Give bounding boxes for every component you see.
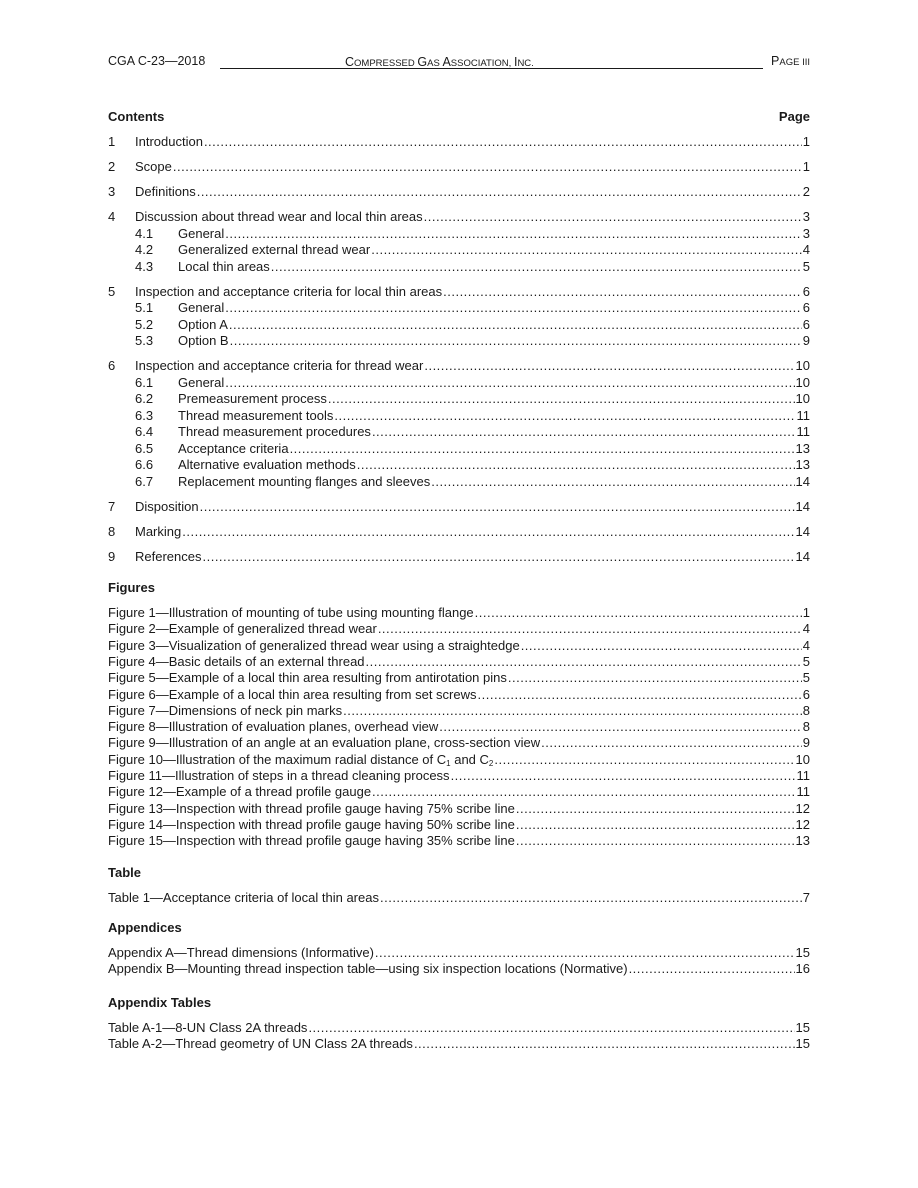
entry-number: 5.1 bbox=[135, 300, 154, 315]
dot-leader bbox=[371, 242, 802, 258]
toc-appendix-1[interactable] bbox=[108, 945, 810, 961]
entry-title: General bbox=[178, 225, 225, 241]
dot-leader bbox=[629, 961, 795, 977]
entry-title: Option A bbox=[178, 316, 228, 332]
toc-figure-3[interactable] bbox=[108, 638, 810, 654]
header-rule bbox=[220, 68, 763, 69]
toc-subsection-5-1[interactable] bbox=[108, 300, 810, 316]
toc-figure-1[interactable] bbox=[108, 605, 810, 621]
toc-appendix-2[interactable] bbox=[108, 961, 810, 977]
toc-subsection-6-5[interactable] bbox=[108, 441, 810, 457]
header-page-number: PAGE III bbox=[771, 54, 810, 68]
entry-page-number: 6 bbox=[802, 300, 810, 315]
toc-subsection-4-2[interactable] bbox=[108, 242, 810, 258]
dot-leader bbox=[290, 441, 795, 457]
entry-page-number: 8 bbox=[802, 719, 810, 735]
entry-title: Thread measurement tools bbox=[178, 407, 334, 423]
entry-title: Figure 9—Illustration of an angle at an evaluation plane, cross-section view bbox=[108, 735, 541, 751]
dot-leader bbox=[372, 784, 795, 800]
entry-title: Disposition bbox=[135, 498, 199, 514]
dot-leader bbox=[372, 424, 796, 440]
entry-title: Replacement mounting flanges and sleeves bbox=[178, 473, 431, 489]
dot-leader bbox=[378, 621, 802, 637]
entry-number: 6.5 bbox=[135, 440, 154, 456]
entry-number: 9 bbox=[108, 548, 116, 564]
entry-page-number: 14 bbox=[795, 498, 810, 514]
toc-section-3[interactable] bbox=[108, 184, 810, 200]
entry-page-number: 11 bbox=[796, 424, 810, 439]
entry-number: 2 bbox=[108, 159, 116, 174]
entry-title: Generalized external thread wear bbox=[178, 242, 371, 257]
dot-leader bbox=[431, 474, 794, 490]
toc-subsection-4-1[interactable] bbox=[108, 226, 810, 242]
entry-page-number: 6 bbox=[802, 686, 810, 702]
dot-leader bbox=[451, 768, 796, 784]
dot-leader bbox=[197, 184, 802, 200]
toc-subsection-6-3[interactable] bbox=[108, 408, 810, 424]
entry-page-number: 7 bbox=[802, 890, 810, 905]
entry-title: Introduction bbox=[135, 134, 203, 149]
dot-leader bbox=[375, 945, 795, 961]
dot-leader bbox=[475, 605, 802, 621]
entry-title: Figure 5—Example of a local thin area resulting from antirotation pins bbox=[108, 670, 507, 686]
entry-title: Local thin areas bbox=[178, 258, 270, 274]
entry-title: Figure 8—Illustration of evaluation planes, overhead view bbox=[108, 719, 439, 735]
toc-section-6[interactable] bbox=[108, 358, 810, 374]
toc-figure-10[interactable] bbox=[108, 752, 810, 768]
entry-number: 6.1 bbox=[135, 374, 154, 390]
entry-page-number: 1 bbox=[802, 134, 810, 149]
entry-page-number: 15 bbox=[795, 945, 810, 960]
entry-page-number: 5 bbox=[802, 258, 810, 274]
entry-number: 6.3 bbox=[135, 407, 154, 423]
entry-page-number: 1 bbox=[802, 159, 810, 174]
entry-title: Inspection and acceptance criteria for thread wear bbox=[135, 358, 424, 373]
page-header bbox=[108, 52, 810, 72]
dot-leader bbox=[230, 333, 802, 349]
toc-subsection-5-2[interactable] bbox=[108, 317, 810, 333]
appendices-heading: Appendices bbox=[108, 920, 182, 935]
entry-page-number: 10 bbox=[795, 751, 810, 767]
dot-leader bbox=[478, 687, 802, 703]
entry-number: 1 bbox=[108, 134, 116, 149]
entry-title: Figure 1—Illustration of mounting of tube using mounting flange bbox=[108, 605, 474, 620]
entry-page-number: 4 bbox=[802, 242, 810, 257]
entry-page-number: 15 bbox=[795, 1020, 810, 1035]
dot-leader bbox=[541, 735, 802, 751]
entry-page-number: 14 bbox=[795, 473, 810, 489]
entry-title: Scope bbox=[135, 159, 172, 174]
page-column-heading: Page bbox=[778, 109, 810, 124]
toc-subsection-6-4[interactable] bbox=[108, 424, 810, 440]
entry-page-number: 12 bbox=[795, 816, 810, 832]
dot-leader bbox=[334, 408, 795, 424]
toc-subsection-5-3[interactable] bbox=[108, 333, 810, 349]
entry-page-number: 6 bbox=[802, 316, 810, 332]
dot-leader bbox=[508, 670, 802, 686]
table-heading: Table bbox=[108, 865, 141, 880]
entry-page-number: 10 bbox=[795, 358, 810, 373]
dot-leader bbox=[380, 890, 802, 906]
dot-leader bbox=[516, 833, 795, 849]
entry-page-number: 13 bbox=[795, 833, 810, 849]
entry-page-number: 14 bbox=[795, 523, 810, 539]
entry-title: Definitions bbox=[135, 184, 196, 199]
entry-page-number: 3 bbox=[802, 225, 810, 241]
dot-leader bbox=[229, 317, 802, 333]
entry-page-number: 8 bbox=[802, 702, 810, 718]
entry-title: Table A-2—Thread geometry of UN Class 2A threads bbox=[108, 1036, 413, 1052]
entry-title: Figure 10—Illustration of the maximum radial distance of $C_1$ and $C_2$ bbox=[108, 751, 494, 768]
toc-section-7[interactable] bbox=[108, 499, 810, 515]
toc-figure-8[interactable] bbox=[108, 719, 810, 735]
entry-title: References bbox=[135, 548, 202, 564]
entry-title: Figure 13—Inspection with thread profile gauge having 75% scribe line bbox=[108, 800, 515, 816]
entry-title: Appendix B—Mounting thread inspection table—using six inspection locations (Normative) bbox=[108, 961, 628, 977]
toc-figure-5[interactable] bbox=[108, 670, 810, 686]
dot-leader bbox=[366, 654, 802, 670]
entry-page-number: 11 bbox=[796, 768, 810, 783]
entry-title: Premeasurement process bbox=[178, 391, 327, 406]
toc-section-5[interactable] bbox=[108, 284, 810, 300]
dot-leader bbox=[343, 703, 802, 719]
toc-section-1[interactable] bbox=[108, 134, 810, 150]
entry-title: Discussion about thread wear and local thin areas bbox=[135, 209, 423, 224]
entry-number: 5 bbox=[108, 283, 116, 299]
dot-leader bbox=[225, 300, 802, 316]
entry-number: 3 bbox=[108, 184, 116, 199]
dot-leader bbox=[308, 1020, 794, 1036]
toc-section-2[interactable] bbox=[108, 159, 810, 175]
dot-leader bbox=[271, 259, 802, 275]
entry-number: 4.2 bbox=[135, 242, 154, 257]
entry-title: Inspection and acceptance criteria for local thin areas bbox=[135, 283, 443, 299]
dot-leader bbox=[516, 817, 795, 833]
toc-subsection-6-7[interactable] bbox=[108, 474, 810, 490]
entry-title: Acceptance criteria bbox=[178, 440, 289, 456]
entry-title: Option B bbox=[178, 333, 229, 348]
toc-subsection-6-6[interactable] bbox=[108, 457, 810, 473]
entry-title: Figure 6—Example of a local thin area resulting from set screws bbox=[108, 686, 477, 702]
entry-page-number: 14 bbox=[795, 548, 810, 564]
dot-leader bbox=[328, 391, 795, 407]
entry-number: 6.2 bbox=[135, 391, 154, 406]
entry-page-number: 5 bbox=[802, 653, 810, 669]
entry-page-number: 11 bbox=[796, 784, 810, 800]
dot-leader bbox=[521, 638, 802, 654]
toc-subsection-6-2[interactable] bbox=[108, 391, 810, 407]
dot-leader bbox=[439, 719, 802, 735]
toc-figure-7[interactable] bbox=[108, 703, 810, 719]
dot-leader bbox=[202, 549, 794, 565]
entry-title: Figure 7—Dimensions of neck pin marks bbox=[108, 702, 343, 718]
entry-number: 5.3 bbox=[135, 333, 154, 348]
dot-leader bbox=[443, 284, 802, 300]
entry-title: Figure 4—Basic details of an external thread bbox=[108, 653, 365, 669]
entry-title: Figure 14—Inspection with thread profile gauge having 50% scribe line bbox=[108, 816, 515, 832]
entry-page-number: 9 bbox=[802, 333, 810, 348]
entry-number: 6.4 bbox=[135, 424, 154, 439]
entry-title: Figure 3—Visualization of generalized thread wear using a straightedge bbox=[108, 637, 520, 653]
entry-page-number: 13 bbox=[795, 440, 810, 456]
entry-title: Figure 2—Example of generalized thread wear bbox=[108, 621, 377, 637]
toc-figure-12[interactable] bbox=[108, 784, 810, 800]
entry-page-number: 3 bbox=[802, 209, 810, 224]
entry-page-number: 13 bbox=[795, 457, 810, 472]
entry-title: Table A-1—8-UN Class 2A threads bbox=[108, 1020, 308, 1035]
toc-figure-14[interactable] bbox=[108, 817, 810, 833]
toc-appendix-table-2[interactable] bbox=[108, 1036, 810, 1052]
toc-figure-15[interactable] bbox=[108, 833, 810, 849]
entry-page-number: 12 bbox=[795, 800, 810, 816]
dot-leader bbox=[225, 226, 802, 242]
entry-page-number: 11 bbox=[796, 407, 810, 423]
entry-page-number: 5 bbox=[802, 670, 810, 686]
entry-page-number: 2 bbox=[802, 184, 810, 199]
entry-page-number: 4 bbox=[802, 637, 810, 653]
dot-leader bbox=[424, 358, 794, 374]
dot-leader bbox=[494, 752, 794, 768]
contents-heading: Contents bbox=[108, 109, 165, 124]
toc-section-4[interactable] bbox=[108, 209, 810, 225]
entry-page-number: 4 bbox=[802, 621, 810, 637]
appendix-tables-heading: Appendix Tables bbox=[108, 995, 212, 1010]
entry-title: General bbox=[178, 374, 225, 390]
entry-page-number: 15 bbox=[795, 1036, 810, 1052]
toc-figure-9[interactable] bbox=[108, 735, 810, 751]
figures-heading: Figures bbox=[108, 580, 155, 595]
entry-page-number: 16 bbox=[795, 961, 810, 977]
dot-leader bbox=[516, 801, 795, 817]
dot-leader bbox=[173, 159, 802, 175]
toc-figure-4[interactable] bbox=[108, 654, 810, 670]
entry-title: Thread measurement procedures bbox=[178, 424, 371, 439]
dot-leader bbox=[225, 375, 794, 391]
entry-number: 4.3 bbox=[135, 258, 154, 274]
dot-leader bbox=[182, 524, 794, 540]
entry-title: Figure 12—Example of a thread profile gauge bbox=[108, 784, 372, 800]
entry-page-number: 9 bbox=[802, 735, 810, 751]
entry-number: 4 bbox=[108, 209, 116, 224]
entry-page-number: 6 bbox=[802, 283, 810, 299]
toc-table-1[interactable] bbox=[108, 890, 810, 906]
entry-number: 8 bbox=[108, 523, 116, 539]
entry-number: 6 bbox=[108, 358, 116, 373]
toc-appendix-table-1[interactable] bbox=[108, 1020, 810, 1036]
entry-title: Figure 15—Inspection with thread profile gauge having 35% scribe line bbox=[108, 833, 515, 849]
dot-leader bbox=[200, 499, 795, 515]
entry-title: Appendix A—Thread dimensions (Informative) bbox=[108, 945, 374, 960]
entry-title: Alternative evaluation methods bbox=[178, 457, 356, 472]
entry-title: General bbox=[178, 300, 225, 315]
entry-page-number: 1 bbox=[802, 605, 810, 620]
toc-figure-2[interactable] bbox=[108, 621, 810, 637]
entry-title: Figure 11—Illustration of steps in a thread cleaning process bbox=[108, 768, 450, 783]
toc-figure-6[interactable] bbox=[108, 687, 810, 703]
header-doc-id: CGA C-23—2018 bbox=[108, 54, 206, 68]
entry-number: 7 bbox=[108, 498, 116, 514]
entry-number: 5.2 bbox=[135, 316, 154, 332]
toc-section-8[interactable] bbox=[108, 524, 810, 540]
entry-title: Marking bbox=[135, 523, 182, 539]
header-organization: COMPRESSED GAS ASSOCIATION, INC. bbox=[345, 55, 534, 69]
dot-leader bbox=[414, 1036, 795, 1052]
dot-leader bbox=[424, 209, 802, 225]
entry-page-number: 10 bbox=[795, 391, 810, 406]
toc-figure-13[interactable] bbox=[108, 801, 810, 817]
entry-number: 6.6 bbox=[135, 457, 154, 472]
entry-title: Table 1—Acceptance criteria of local thin areas bbox=[108, 890, 379, 905]
entry-number: 4.1 bbox=[135, 225, 154, 241]
toc-figure-11[interactable] bbox=[108, 768, 810, 784]
entry-page-number: 10 bbox=[795, 374, 810, 390]
dot-leader bbox=[204, 134, 802, 150]
toc-subsection-4-3[interactable] bbox=[108, 259, 810, 275]
toc-section-9[interactable] bbox=[108, 549, 810, 565]
dot-leader bbox=[357, 457, 795, 473]
entry-number: 6.7 bbox=[135, 473, 154, 489]
toc-subsection-6-1[interactable] bbox=[108, 375, 810, 391]
